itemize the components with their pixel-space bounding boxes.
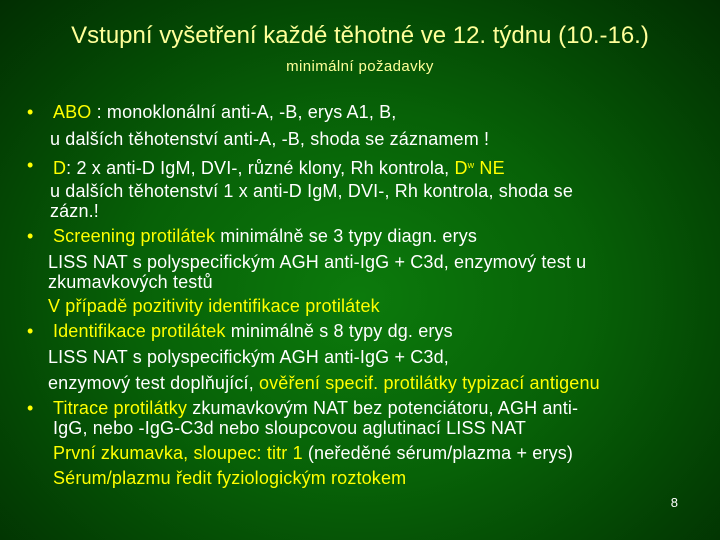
bullet-marker: • bbox=[27, 226, 34, 246]
screening-line-2: LISS NAT s polyspecifickým AGH anti-IgG + C3d, enzymový test u bbox=[48, 252, 587, 272]
page-number: 8 bbox=[670, 495, 678, 510]
screening-label: Screening protilátek bbox=[53, 226, 216, 246]
identification-highlight: ověření specif. protilátky typizací antigenu bbox=[259, 373, 600, 393]
d-line-2: u dalších těhotenství 1 x anti-D IgM, DVI-, Rh kontrola, shoda se bbox=[50, 181, 573, 201]
d-text: : 2 x anti-D IgM, DVI-, různé klony, Rh kontrola, bbox=[66, 158, 455, 178]
dw-superscript: w bbox=[467, 160, 475, 170]
screening-line-3: zkumavkových testů bbox=[48, 272, 213, 292]
abo-text: : monoklonální anti-A, -B, erys A1, B, bbox=[91, 102, 397, 122]
d-label: D bbox=[53, 158, 67, 178]
d-line-3: zázn.! bbox=[50, 201, 99, 221]
dw-label: D bbox=[454, 158, 468, 178]
identification-label: Identifikace protilátek bbox=[53, 321, 226, 341]
slide-title: Vstupní vyšetření každé těhotné ve 12. týdnu (10.-16.) bbox=[71, 22, 649, 49]
bullet-marker: • bbox=[27, 321, 34, 341]
identification-text: minimálně s 8 typy dg. erys bbox=[225, 321, 453, 341]
titration-line-2: IgG, nebo -IgG-C3d nebo sloupcovou aglutinací LISS NAT bbox=[53, 418, 527, 438]
slide-subtitle: minimální požadavky bbox=[286, 58, 434, 75]
identification-line-1 bbox=[53, 321, 453, 341]
abo-label: ABO bbox=[53, 102, 92, 122]
titration-line-4: Sérum/plazmu ředit fyziologickým roztokem bbox=[53, 468, 407, 488]
screening-text: minimálně se 3 typy diagn. erys bbox=[215, 226, 478, 246]
dw-ne: NE bbox=[474, 158, 505, 178]
identification-line-2: LISS NAT s polyspecifickým AGH anti-IgG + C3d, bbox=[48, 347, 449, 367]
titration-highlight: První zkumavka, sloupec: titr 1 bbox=[53, 443, 303, 463]
bullet-marker: • bbox=[27, 398, 34, 418]
abo-line-2: u dalších těhotenství anti-A, -B, shoda se záznamem ! bbox=[50, 129, 490, 149]
identification-line-3 bbox=[48, 373, 600, 393]
abo-line-1 bbox=[53, 102, 396, 122]
titration-text: zkumavkovým NAT bez potenciátoru, AGH anti- bbox=[187, 398, 579, 418]
d-line-1 bbox=[53, 155, 505, 178]
screening-line-1 bbox=[53, 226, 477, 246]
titration-label: Titrace protilátky bbox=[53, 398, 188, 418]
screening-line-4: V případě pozitivity identifikace protilátek bbox=[48, 296, 380, 316]
titration-line-3 bbox=[53, 443, 573, 463]
titration-line-1 bbox=[53, 398, 578, 418]
bullet-marker: • bbox=[27, 155, 34, 175]
bullet-marker: • bbox=[27, 102, 34, 122]
titration-text-2: (neředěné sérum/plazma + erys) bbox=[302, 443, 574, 463]
identification-text-2: enzymový test doplňující, bbox=[48, 373, 259, 393]
